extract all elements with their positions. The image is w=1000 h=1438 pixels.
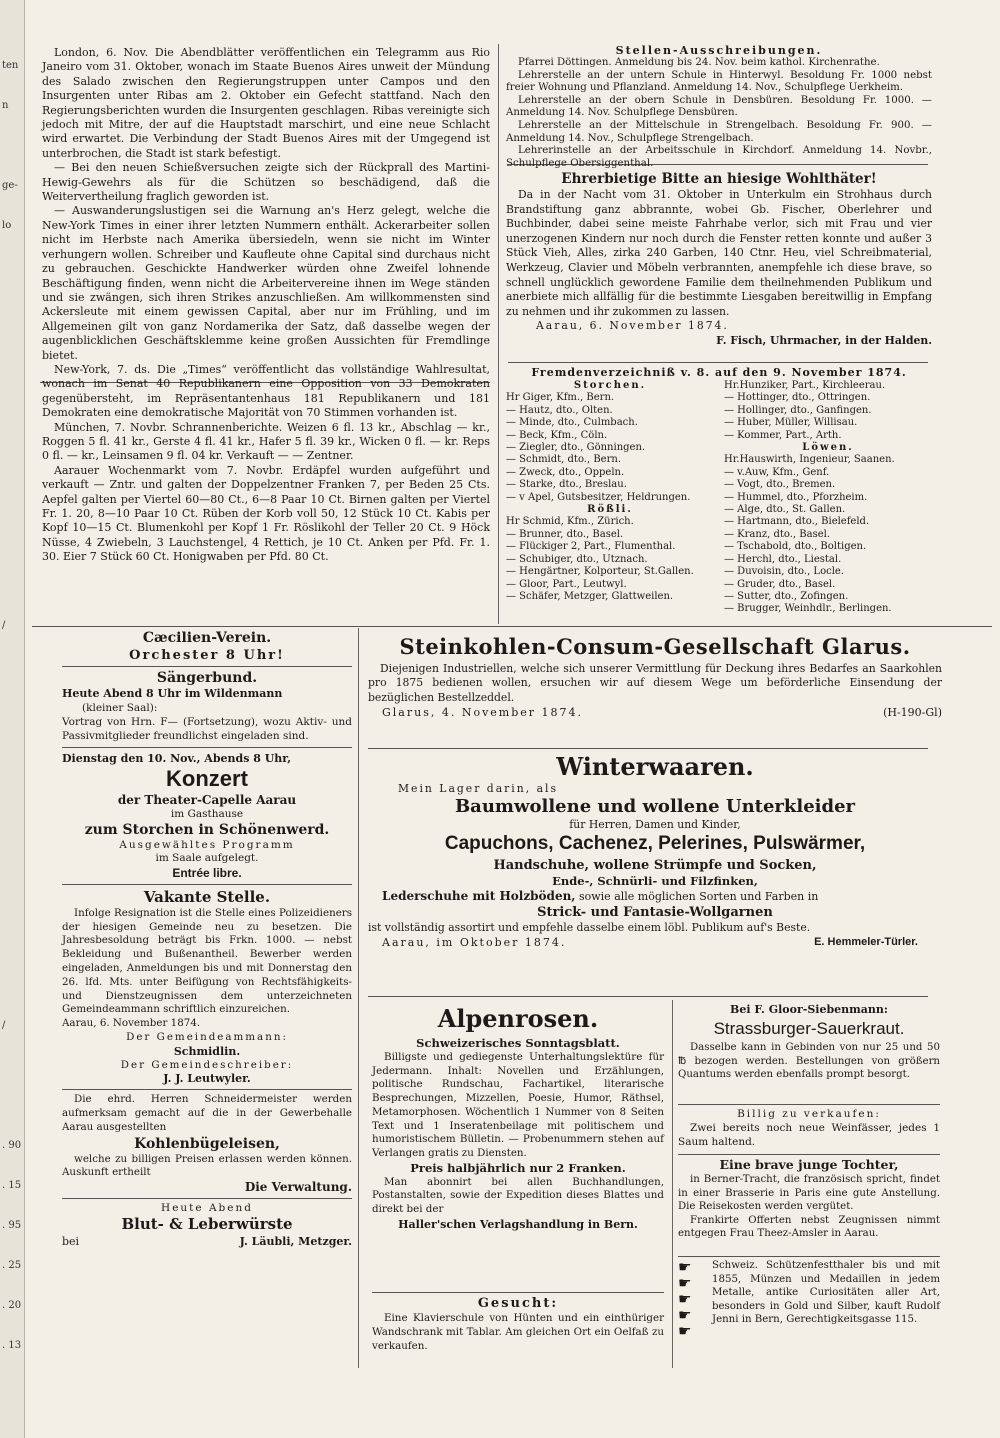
blut-bei: bei	[62, 1235, 80, 1249]
ad-rule	[368, 996, 928, 997]
steinkohlen-code: (H-190-Gl)	[883, 706, 942, 720]
alpen-preis: Preis halbjährlich nur 2 Franken.	[410, 1160, 626, 1175]
sauerkraut-ad	[678, 1002, 940, 1104]
stellen-item: Lehrerstelle an der obern Schule in Densbüren. Besoldung Fr. 1000. — Anmeldung 14. Nov. Schulpflege Densbüren.	[506, 94, 932, 119]
tochter-ad	[678, 1154, 940, 1254]
weinfaesser-ad	[678, 1104, 940, 1152]
register-entry: — Hottinger, dto., Ottringen.	[724, 392, 871, 404]
stellen-ausschreibungen	[506, 44, 932, 169]
steinkohlen-title: Steinkohlen-Consum-Gesellschaft Glarus.	[399, 634, 911, 659]
winter-sign: E. Hemmeler-Türler.	[814, 936, 918, 948]
blut-sign: J. Läubli, Metzger.	[239, 1235, 352, 1249]
register-entry: — Duvoisin, dto., Locle.	[724, 566, 844, 578]
winter-l4: Capuchons, Cachenez, Pelerines, Pulswärmer,	[444, 833, 866, 854]
vakante-title: Vakante Stelle.	[143, 887, 271, 906]
winter-l7a: Lederschuhe mit Holzböden,	[382, 889, 576, 903]
steinkohlen-date: Glarus, 4. November 1874.	[382, 706, 584, 720]
news-column	[42, 46, 490, 622]
previous-page-edge	[0, 0, 25, 1438]
winter-l7b: sowie alle möglichen Sorten und Farben in	[578, 890, 819, 903]
tochter-text2: Frankirte Offerten nebst Zeugnissen nimmt entgegen Frau Theez-Amsler in Aarau.	[678, 1214, 940, 1240]
register-entry: — Schmidt, dto., Bern.	[506, 454, 621, 466]
register-entry: Hr Schmid, Kfm., Zürich.	[506, 516, 634, 528]
winter-l6: Ende-, Schnürli- und Filzfinken,	[552, 874, 758, 888]
pointing-hand-icon: ☛	[678, 1322, 692, 1340]
caecilien-sub: Orchester 8 Uhr!	[129, 648, 285, 663]
winter-l5: Handschuhe, wollene Strümpfe und Socken,	[493, 858, 817, 873]
weinfaesser-text: Zwei bereits noch neue Weinfässer, jedes 1 Saum haltend.	[678, 1122, 940, 1148]
caecilien-title: Cæcilien-Verein.	[142, 630, 272, 646]
konzert-l3: zum Storchen in Schönenwerd.	[84, 821, 330, 838]
winter-l9: ist vollständig assortirt und empfehle dasselbe einem löbl. Publikum auf's Beste.	[368, 921, 811, 934]
bitte-signature: F. Fisch, Uhrmacher, in der Halden.	[716, 333, 932, 347]
prev-page-fragment: /	[2, 620, 6, 631]
news-auswanderung: — Auswanderungslustigen sei die Warnung an's Herz gelegt, welche die New-York Times in einer ihrer letzten Nummern enthält. Ackerarbeiter sollen nicht im Herbste nach Amerika übersiedeln, wenn sie nicht im Winter verhungern wollen. Schreiber und Kaufleute ohne Capital sind durchaus nicht zu gebrauchen. Geschickte Handwerker würden ohne Zweifel lohnende Beschäftigung finden, wenn nicht die Arbeitervereine ihnen im Wege ständen und sie zwängen, sich ihren Strikes anzuschließen. Am willkommensten sind Ackersleute mit einem gewissen Capital, aber nur im Frühling, und im Allgemeinen gilt von ganz Nordamerika der Satz, daß dasselbe wegen der augenblicklichen Geschäftsklemme keine großen Aussichten für Fremdlinge bietet.	[42, 204, 490, 362]
saengerbund-line1: Heute Abend 8 Uhr im Wildenmann	[62, 687, 283, 700]
pointing-hand-icon: ☛	[678, 1258, 692, 1276]
weinfaesser-title: Billig zu verkaufen:	[737, 1108, 881, 1120]
saengerbund-line3: Vortrag von Hrn. F— (Fortsetzung), wozu Aktiv- und Passivmitglieder freundlichst eingeladen sind.	[62, 716, 352, 743]
news-muenchen: München, 7. Novbr. Schrannenberichte. Weizen 6 fl. 13 kr., Abschlag — kr., Roggen 5 fl. 41 kr., Gerste 4 fl. 41 kr., Hafer 5 fl. 39 kr., Wicken 0 fl. — kr. Reps 0 fl. — kr., Leinsamen 9 fl. 04 kr. Verkauft — — Zentner.	[42, 420, 490, 463]
vakante-l2: Schmidlin.	[173, 1044, 241, 1058]
register-entry: — Hengärtner, Kolporteur, St.Gallen.	[506, 566, 694, 578]
alpen-verlag: Haller'schen Verlagshandlung in Bern.	[398, 1217, 638, 1231]
prev-page-fragment: . 95	[2, 1220, 22, 1231]
steinkohlen-text: Diejenigen Industriellen, welche sich unserer Vermittlung für Deckung ihres Bedarfes an Saarkohlen pro 1875 bedienen wollen, ersuchen wir auf diesem Wege um beförderliche Einsendung der bezüglichen Bestellzeddel.	[368, 662, 942, 704]
winter-l1: Mein Lager darin, als	[398, 782, 558, 795]
prev-page-fragment: . 25	[2, 1260, 22, 1271]
news-schiessversuche: — Bei den neuen Schießversuchen zeigte sich der Rückprall des Martini-Hewig-Gewehrs als für die Schützen so beschädigend, daß die Weitervertheilung fraglich geworden ist.	[42, 161, 490, 204]
register-entry: — Vogt, dto., Bremen.	[724, 479, 836, 491]
loewen-heading: Löwen.	[802, 442, 854, 454]
winter-title: Winterwaaren.	[556, 752, 754, 781]
bitte-text: Da in der Nacht vom 31. Oktober in Unterkulm ein Strohhaus durch Brandstiftung ganz abbrannte, wobei Gb. Fischer, Oberlehrer und Buchbinder, dabei seine meiste Fahrhabe verlor, sich mit Frau und vier unerzogenen Kindern nur noch durch die Fenster retten konnte und außer 3 Stück Vieh, Alles, zirka 240 Garben, 140 Ctnr. Heu, viel Schreibmaterial, Werkzeug, Clavier und Möbeln verbrannten, anempfehle ich diese brave, so schnell unglücklich gewordene Familie dem theilnehmenden Publikum und anerbiete mich allfällig für die bestimmte Liesgaben bereitwillig in Empfang zu nehmen und ihr zukommen zu lassen.	[506, 188, 932, 318]
stellen-item: Lehrerinstelle an der Arbeitsschule in Kirchdorf. Anmeldung 14. Novbr., Schulpflege Obersiggenthal.	[506, 145, 932, 169]
steinkohlen-ad	[368, 632, 942, 744]
register-entry: — Hummel, dto., Pforzheim.	[724, 491, 868, 503]
column-divider	[358, 628, 359, 1368]
column-divider	[672, 1000, 673, 1368]
saengerbund-line2: (kleiner Saal):	[82, 702, 158, 714]
alpen-sub: Schweizerisches Sonntagsblatt.	[416, 1036, 620, 1050]
blut-title: Blut- & Leberwürste	[121, 1215, 293, 1234]
roessli-heading: Rößli.	[587, 504, 633, 516]
prev-page-fragment: . 90	[2, 1140, 22, 1151]
konzert-title: Konzert	[166, 765, 248, 791]
register-entry: — Gloor, Part., Leutwyl.	[506, 578, 627, 590]
gesucht-title: Gesucht:	[477, 1296, 559, 1311]
pointing-hand-icon: ☛	[678, 1306, 692, 1324]
winter-date: Aarau, im Oktober 1874.	[382, 936, 567, 949]
sauerkraut-text: Dasselbe kann in Gebinden von nur 25 und 50 ℔ bezogen werden. Bestellungen von größern Quantums werden ebenfalls prompt besorgt.	[678, 1042, 940, 1081]
konzert-l4: Ausgewähltes Programm	[119, 838, 295, 851]
prev-page-fragment: lo	[2, 220, 12, 231]
register-entry: — Hollinger, dto., Ganfingen.	[724, 404, 872, 416]
vakante-text: Infolge Resignation ist die Stelle eines Polizeidieners der hiesigen Gemeinde neu zu besetzen. Die Jahresbesoldung beträgt bis Frkn. 1000. — nebst Bekleidung und Bußenantheil. Bewerber werden eingeladen, Anmeldungen bis und mit Donnerstag den 26. lfd. Mts. unter Beifügung von Rechtsfähigkeits- und Dienstzeugnissen dem unterzeichneten Gemeindeammann schriftlich einzureichen.	[62, 906, 352, 1016]
register-title: Fremdenverzeichniß v. 8. auf den 9. November 1874.	[531, 366, 907, 379]
register-entry: — Beck, Kfm., Cöln.	[506, 429, 608, 441]
gesucht-text: Eine Klavierschule von Hünten und ein einthüriger Wandschrank mit Tablar. Am gleichen Ort ein Oelfaß zu verkaufen.	[372, 1312, 664, 1352]
schuetzen-ad	[678, 1256, 940, 1368]
news-london: London, 6. Nov. Die Abendblätter veröffentlichen ein Telegramm aus Rio Janeiro vom 31. Oktober, wonach im Staate Buenos Aires unweit der Mündung des Salado zwischen den Regierungstruppen unter Campos und den Insurgenten unter Ribas am 2. Oktober ein Gefecht stattfand. Nach den Regierungsberichten wurden die Insurgenten geschlagen. Ribas vereinigte sich jedoch mit Mitre, der auf die Hauptstadt marschirt, und eine neue Schlacht wird erwartet. Die Verbindung der Stadt Buenos Aires mit der Umgegend ist unterbrochen, die Stadt ist stark befestigt.	[42, 46, 490, 160]
tochter-text: in Berner-Tracht, die französisch spricht, findet in einer Brasserie in Paris eine gute Anstellung. Die Reisekosten werden vergütet.	[678, 1174, 940, 1213]
stellen-title: Stellen-Ausschreibungen.	[615, 44, 823, 57]
news-newyork: New-York, 7. ds. Die „Times“ veröffentlicht das vollständige Wahlresultat, wonach im Senat 40 Republikanern eine Opposition von 33 Demokraten gegenübersteht, im Repräsentantenhaus 181 Republikanern und 181 Demokraten eine demokratische Majorität von 70 Stimmen vorhanden ist.	[42, 362, 490, 420]
register-entry: — Tschabold, dto., Boltigen.	[724, 541, 867, 553]
register-left	[506, 380, 714, 616]
saengerbund-title: Sängerbund.	[156, 670, 258, 686]
vakante-date: Aarau, 6. November 1874.	[62, 1017, 201, 1030]
news-wochenmarkt: Aarauer Wochenmarkt vom 7. Novbr. Erdäpfel wurden aufgeführt und verkauft — Zntr. und galten der Doppelzentner Franken 7, per Beden 25 Cts. Aepfel galten per Viertel 60—80 Ct., 6—8 Paar 10 Ct. Birnen galten per Viertel Fr. 1. 20, 8—10 Paar 10 Ct. Rüben der Korb voll 50, 12 Stück 10 Ct. Kabis per Kopf 10—15 Ct. Blumenkohl per Kopf 1 Fr. Röslikohl der Teller 20 Ct. 9 Höck Nüsse, 4 Zwiebeln, 3 Lauchstengel, 4 Rettich, je 10 Ct. Anken per Pfd. Fr. 1. 30. Eier 7 Stück 60 Ct. Honigwaben per Pfd. 80 Ct.	[42, 463, 490, 564]
register-entry: — Minde, dto., Culmbach.	[506, 417, 638, 429]
pointing-hand-icons	[678, 1259, 712, 1339]
register-entry: — Alge, dto., St. Gallen.	[724, 504, 846, 516]
register-entry: — Hautz, dto., Olten.	[506, 404, 613, 416]
fremdenverzeichnis	[506, 366, 932, 624]
konzert-l2: im Gasthause	[170, 807, 244, 820]
register-entry: — v Apel, Gutsbesitzer, Heldrungen.	[506, 491, 691, 503]
register-right	[714, 380, 932, 616]
register-entry: — Herchl, dto., Liestal.	[724, 553, 842, 565]
alpenrosen-ad	[372, 1002, 664, 1292]
kohlen-sign: Die Verwaltung.	[244, 1180, 352, 1195]
register-entry: — v.Auw, Kfm., Genf.	[724, 466, 830, 478]
winter-l8: Strick- und Fantasie-Wollgarnen	[537, 905, 773, 920]
register-entry: — Schubiger, dto., Utznach.	[506, 553, 648, 565]
winter-l3: für Herren, Damen und Kinder,	[569, 818, 741, 831]
vakante-l1: Der Gemeindeammann:	[126, 1030, 288, 1043]
alpen-text2: Man abonnirt bei allen Buchhandlungen, Postanstalten, sowie der Expedition dieses Blattes und direkt bei der	[372, 1175, 664, 1216]
register-entry: — Brugger, Weinhdlr., Berlingen.	[724, 603, 892, 615]
stellen-list	[506, 57, 932, 170]
register-entry: — Brunner, dto., Basel.	[506, 528, 624, 540]
sauerkraut-title: Strassburger-Sauerkraut.	[713, 1019, 905, 1038]
register-entry: — Starke, dto., Breslau.	[506, 479, 627, 491]
kohlen-text2: welche zu billigen Preisen erlassen werden können. Auskunft ertheilt	[62, 1152, 352, 1179]
register-entry: — Kommer, Part., Arth.	[724, 429, 842, 441]
prev-page-fragment: /	[2, 1020, 6, 1031]
register-entry: Hr.Hauswirth, Ingenieur, Saanen.	[724, 454, 895, 466]
konzert-l5: im Saale aufgelegt.	[155, 851, 259, 864]
register-entry: — Hartmann, dto., Bielefeld.	[724, 516, 870, 528]
kohlen-title: Kohlenbügeleisen,	[134, 1135, 280, 1152]
register-entry: — Schäfer, Metzger, Glattweilen.	[506, 590, 674, 602]
register-entry: — Zweck, dto., Oppeln.	[506, 466, 625, 478]
stellen-item: Lehrerstelle an der untern Schule in Hinterwyl. Besoldung Fr. 1000 nebst freier Wohnung und Pflanzland. Anmeldung 14. Nov., Schulpflege Uerkheim.	[506, 69, 932, 94]
bitte-date: Aarau, 6. November 1874.	[536, 319, 729, 333]
prev-page-fragment: n	[2, 100, 9, 111]
prev-page-fragment: . 13	[2, 1340, 22, 1351]
pointing-hand-icon: ☛	[678, 1274, 692, 1292]
ad-rule	[508, 362, 928, 363]
konzert-date: Dienstag den 10. Nov., Abends 8 Uhr,	[62, 751, 292, 765]
stellen-item: Lehrerstelle an der Mittelschule in Strengelbach. Besoldung Fr. 900. — Anmeldung 14. Nov., Schulpflege Strengelbach.	[506, 119, 932, 144]
gesucht-ad	[372, 1292, 664, 1368]
vakante-l4: J. J. Leutwyler.	[163, 1072, 251, 1086]
register-entry: — Gruder, dto., Basel.	[724, 578, 836, 590]
left-ads-column	[62, 630, 352, 1370]
prev-page-fragment: . 20	[2, 1300, 22, 1311]
schuetzen-text: Schweiz. Schützenfestthaler bis und mit 1855, Münzen und Medaillen in jedem Metalle, antike Curiositäten aller Art, besonders in Gold und Silber, kauft Rudolf Jenni in Bern, Gerechtigkeitsgasse 115.	[712, 1260, 940, 1326]
winter-l2: Baumwollene und wollene Unterkleider	[454, 796, 856, 817]
section-rule	[32, 626, 992, 627]
bitte-notice	[506, 170, 932, 360]
kohlen-text1: Die ehrd. Herren Schneidermeister werden aufmerksam gemacht auf die in der Gewerbehalle Aarau ausgestellten	[62, 1093, 352, 1133]
vakante-l3: Der Gemeindeschreiber:	[120, 1058, 294, 1071]
prev-page-fragment: . 15	[2, 1180, 22, 1191]
bitte-title: Ehrerbietige Bitte an hiesige Wohlthäter!	[561, 171, 877, 187]
register-entry: — Ziegler, dto., Gönningen.	[506, 442, 646, 454]
alpen-title: Alpenrosen.	[437, 1004, 599, 1033]
konzert-l6: Entrée libre.	[172, 865, 242, 880]
winterwaaren-ad	[368, 752, 942, 994]
column-divider	[498, 44, 499, 624]
register-entry: — Kranz, dto., Basel.	[724, 528, 830, 540]
pointing-hand-icon: ☛	[678, 1290, 692, 1308]
prev-page-fragment: ten	[2, 60, 19, 71]
blut-head: Heute Abend	[161, 1202, 253, 1215]
register-entry: — Huber, Müller, Willisau.	[724, 417, 858, 429]
register-entry: — Flückiger 2, Part., Flumenthal.	[506, 541, 676, 553]
register-entry: Hr Giger, Kfm., Bern.	[506, 392, 615, 404]
ad-rule	[368, 748, 928, 749]
register-entry: Hr.Hunziker, Part., Kirchleerau.	[724, 380, 886, 391]
prev-page-fragment: ge-	[2, 180, 18, 191]
register-entry: — Sutter, dto., Zofingen.	[724, 590, 849, 602]
konzert-l1: der Theater-Capelle Aarau	[117, 792, 297, 807]
sauerkraut-bei: Bei F. Gloor-Siebenmann:	[730, 1003, 888, 1016]
tochter-title: Eine brave junge Tochter,	[719, 1157, 899, 1172]
stellen-item: Pfarrei Döttingen. Anmeldung bis 24. Nov. beim kathol. Kirchenrathe.	[518, 57, 880, 68]
alpen-text1: Billigste und gediegenste Unterhaltungslektüre für Jedermann. Inhalt: Novellen und Erzählungen, politische Rundschau, Fachartikel, literarische Besprechungen, Mizzellen, Poesie, Humor, Räthsel, Metamorphosen. Wöchentlich 1 Nummer von 8 Seiten Text und 1 Inseratenbeilage mit politischem und humoristischem Bülletin. — Probenummern stehen auf Verlangen gratis zu Diensten.	[372, 1051, 664, 1159]
storchen-heading: Storchen.	[573, 380, 647, 391]
